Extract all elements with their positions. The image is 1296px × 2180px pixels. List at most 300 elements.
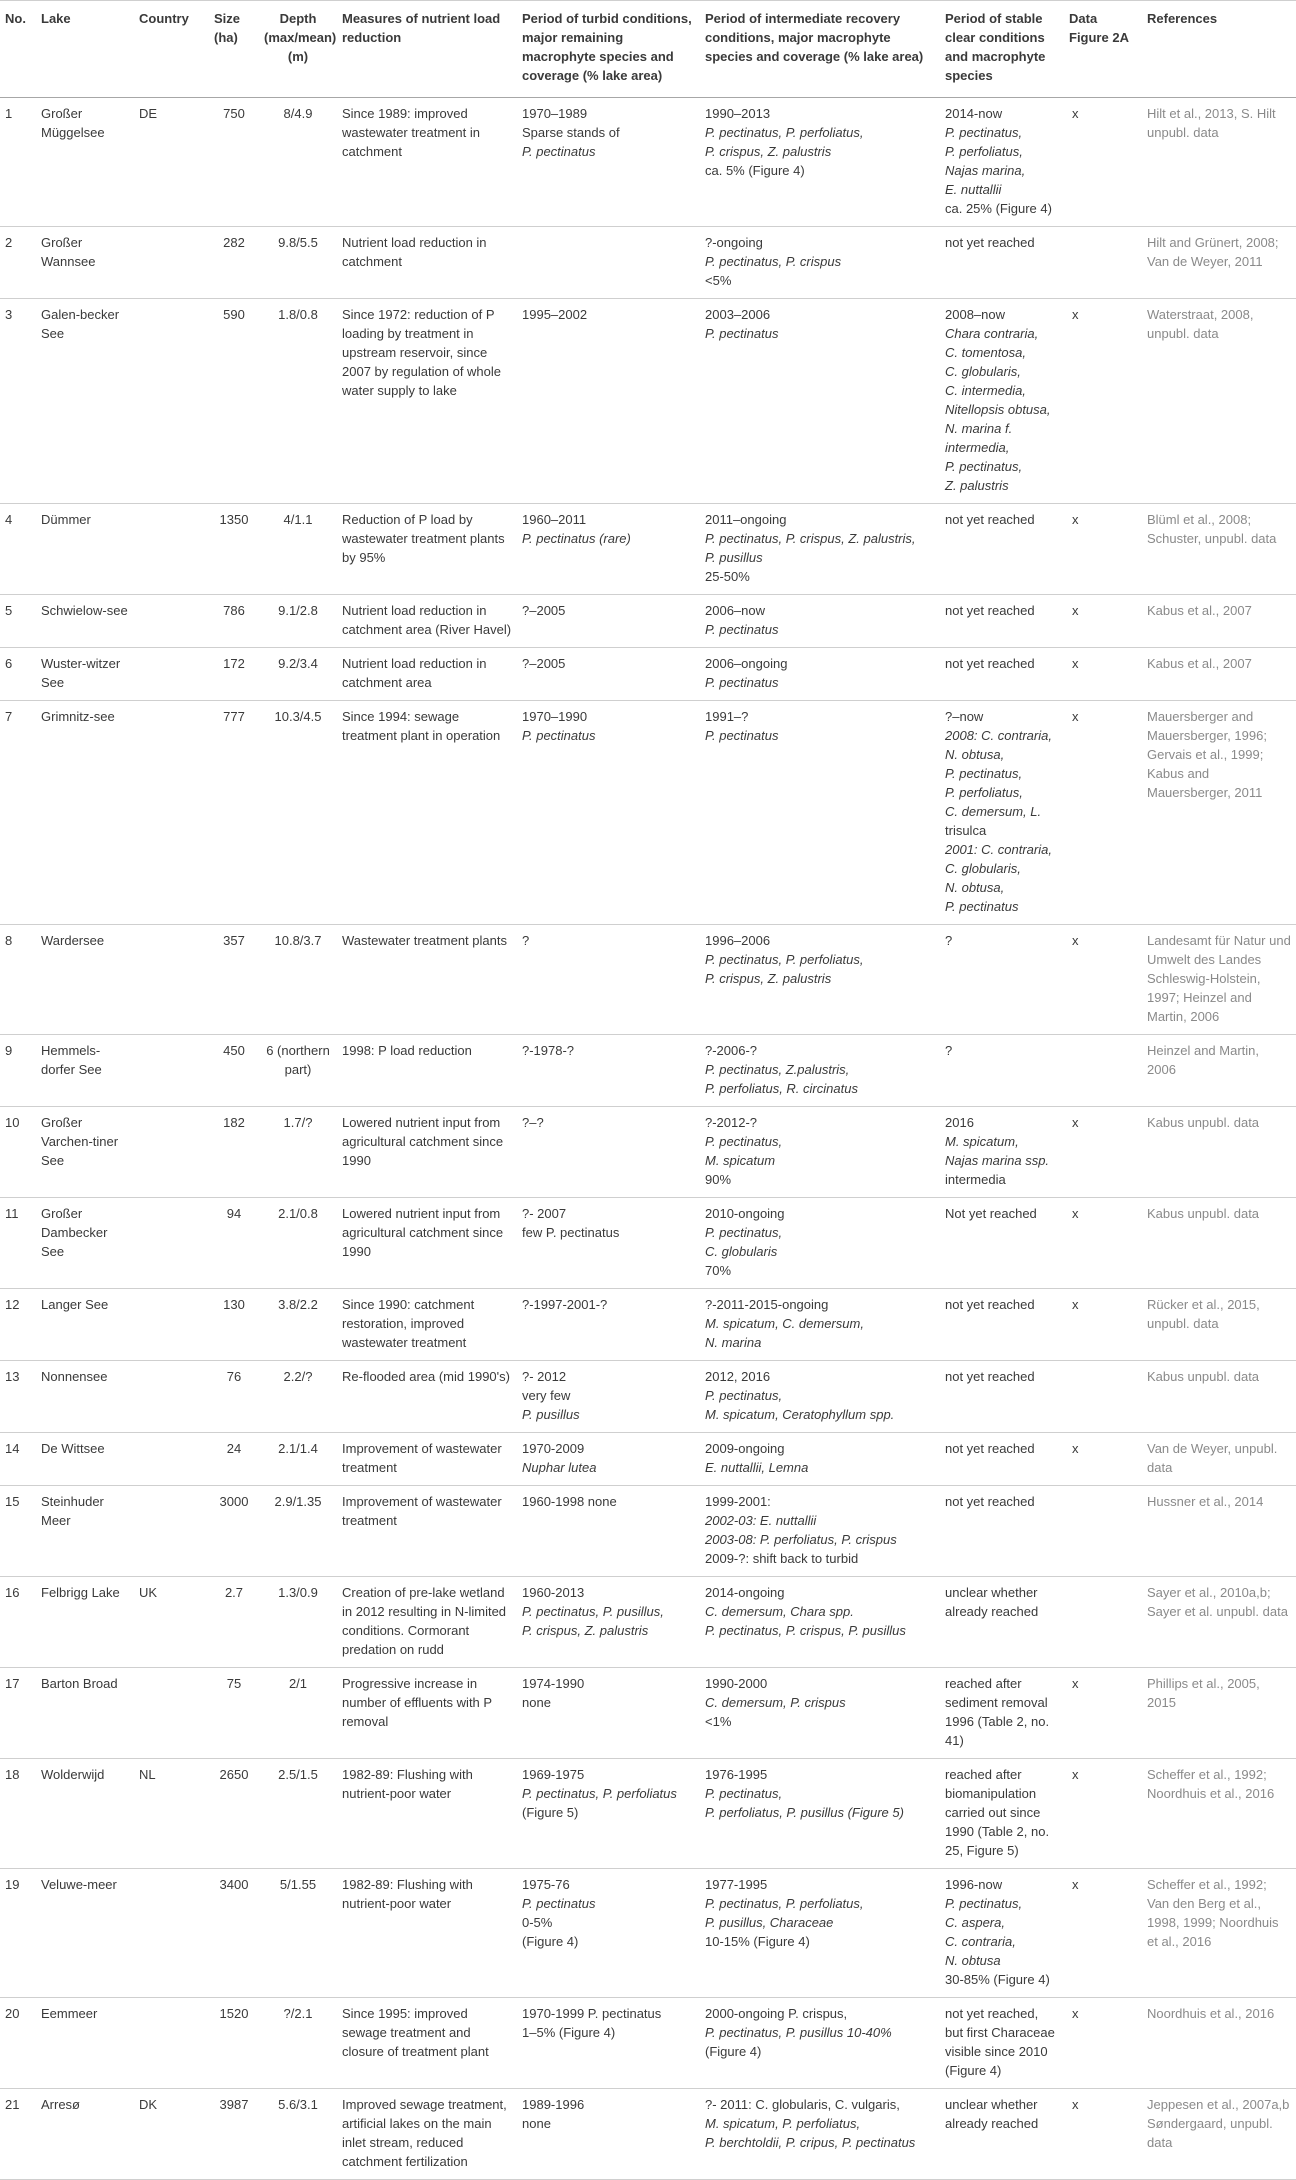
cell-line: 30-85% (Figure 4) <box>945 1972 1050 1987</box>
data-figure-mark: x <box>1064 701 1142 925</box>
country-code: NL <box>134 1759 209 1869</box>
lake-size: 282 <box>209 227 259 299</box>
recovery-period <box>700 2089 940 2180</box>
country-code <box>134 1998 209 2089</box>
references-text: Scheffer et al., 1992; Van den Berg et al., 1998, 1999; Noordhuis et al., 2016 <box>1142 1869 1296 1998</box>
cell-line: ?-1978-? <box>522 1043 575 1058</box>
table-body <box>0 98 1296 2180</box>
recovery-period <box>700 1668 940 1759</box>
lake-size: 3000 <box>209 1486 259 1577</box>
cell-line: ?-2011-2015-ongoing <box>705 1297 829 1312</box>
stable-period <box>940 299 1064 504</box>
country-code <box>134 227 209 299</box>
cell-line: P. pusillus <box>705 550 763 565</box>
row-number: 17 <box>0 1668 36 1759</box>
turbid-period <box>517 1668 700 1759</box>
turbid-period <box>517 1035 700 1107</box>
cell-line: 1996-now <box>945 1877 1003 1892</box>
cell-line: trisulca <box>945 823 987 838</box>
measures-text: Lowered nutrient input from agricultural catchment since 1990 <box>337 1107 517 1198</box>
lake-size: 450 <box>209 1035 259 1107</box>
row-number: 3 <box>0 299 36 504</box>
lake-depth: 2/1 <box>259 1668 337 1759</box>
cell-line: 1975-76 <box>522 1877 570 1892</box>
lake-name: Wardersee <box>36 925 134 1035</box>
references-text: Scheffer et al., 1992; Noordhuis et al., 2016 <box>1142 1759 1296 1869</box>
references-text: Van de Weyer, unpubl. data <box>1142 1433 1296 1486</box>
recovery-period <box>700 1486 940 1577</box>
measures-text: Since 1972: reduction of P loading by treatment in upstream reservoir, since 2007 by regulation of whole water supply to lake <box>337 299 517 504</box>
cell-line: P. pectinatus <box>705 326 779 341</box>
table-row <box>0 595 1296 648</box>
cell-line: N. marina f. <box>945 421 1013 436</box>
cell-line: not yet reached <box>945 656 1035 671</box>
cell-line: 2008–now <box>945 307 1005 322</box>
cell-line: Not yet reached <box>945 1206 1037 1221</box>
cell-line: 25-50% <box>705 569 750 584</box>
cell-line: ? <box>945 1043 953 1058</box>
cell-line: P. perfoliatus, <box>945 785 1023 800</box>
cell-line: 1990–2013 <box>705 106 771 121</box>
row-number: 16 <box>0 1577 36 1668</box>
header-country: Country <box>134 1 209 98</box>
cell-line: P. perfoliatus, R. circinatus <box>705 1081 858 1096</box>
country-code <box>134 1869 209 1998</box>
stable-period <box>940 1998 1064 2089</box>
country-code: DK <box>134 2089 209 2180</box>
cell-line: 2003–2006 <box>705 307 771 322</box>
country-code: UK <box>134 1577 209 1668</box>
turbid-period <box>517 1289 700 1361</box>
lake-size: 172 <box>209 648 259 701</box>
cell-line: 2010-ongoing <box>705 1206 785 1221</box>
data-figure-mark: x <box>1064 1759 1142 1869</box>
table-row <box>0 1577 1296 1668</box>
recovery-period <box>700 504 940 595</box>
table-row <box>0 227 1296 299</box>
cell-line: P. pusillus, Characeae <box>705 1915 834 1930</box>
data-figure-mark: x <box>1064 299 1142 504</box>
recovery-period <box>700 98 940 227</box>
cell-line: P. berchtoldii, P. cripus, P. pectinatus <box>705 2135 916 2150</box>
data-figure-mark: x <box>1064 504 1142 595</box>
data-figure-mark: x <box>1064 595 1142 648</box>
cell-line: P. pectinatus, <box>945 459 1023 474</box>
cell-line: ca. 5% (Figure 4) <box>705 163 805 178</box>
cell-line: 2003-08: P. perfoliatus, P. crispus <box>705 1532 897 1547</box>
table-row <box>0 1668 1296 1759</box>
cell-line: N. marina <box>705 1335 762 1350</box>
table-row <box>0 1759 1296 1869</box>
cell-line: 1989-1996 <box>522 2097 585 2112</box>
recovery-period <box>700 1035 940 1107</box>
cell-line: ?- 2007 <box>522 1206 567 1221</box>
row-number: 1 <box>0 98 36 227</box>
cell-line: P. perfoliatus, P. pusillus (Figure 5) <box>705 1805 904 1820</box>
cell-line: P. pectinatus, P. perfoliatus, <box>705 125 864 140</box>
cell-line: 70% <box>705 1263 732 1278</box>
country-code <box>134 504 209 595</box>
cell-line: 2006–ongoing <box>705 656 788 671</box>
lake-depth: 5/1.55 <box>259 1869 337 1998</box>
lake-depth: ?/2.1 <box>259 1998 337 2089</box>
cell-line: 1970–1990 <box>522 709 588 724</box>
cell-line: P. pectinatus, P. perfoliatus <box>522 1786 677 1801</box>
cell-line: (Figure 4) <box>705 2044 762 2059</box>
turbid-period <box>517 1361 700 1433</box>
lake-name: De Wittsee <box>36 1433 134 1486</box>
measures-text: Creation of pre-lake wetland in 2012 resulting in N-limited conditions. Cormorant predation on rudd <box>337 1577 517 1668</box>
country-code <box>134 925 209 1035</box>
data-figure-mark: x <box>1064 1869 1142 1998</box>
cell-line: P. pectinatus <box>522 144 596 159</box>
data-figure-mark <box>1064 1486 1142 1577</box>
cell-line: (Figure 4) <box>522 1934 579 1949</box>
cell-line: visible since 2010 <box>945 2044 1048 2059</box>
row-number: 7 <box>0 701 36 925</box>
lake-size: 75 <box>209 1668 259 1759</box>
data-figure-mark: x <box>1064 925 1142 1035</box>
data-figure-mark: x <box>1064 2089 1142 2180</box>
cell-line: P. pectinatus, P. crispus, Z. palustris, <box>705 531 916 546</box>
cell-line: P. pectinatus, <box>945 1896 1023 1911</box>
cell-line: not yet reached <box>945 1494 1035 1509</box>
measures-text: Nutrient load reduction in catchment area <box>337 648 517 701</box>
cell-line: ?-2012-? <box>705 1115 758 1130</box>
cell-line: Nuphar lutea <box>522 1460 597 1475</box>
recovery-period <box>700 1433 940 1486</box>
lake-size: 24 <box>209 1433 259 1486</box>
table-row <box>0 98 1296 227</box>
lake-depth: 9.1/2.8 <box>259 595 337 648</box>
cell-line: P. pectinatus, <box>705 1134 783 1149</box>
turbid-period <box>517 1998 700 2089</box>
row-number: 18 <box>0 1759 36 1869</box>
lake-name: Wolderwijd <box>36 1759 134 1869</box>
table-row <box>0 1998 1296 2089</box>
row-number: 10 <box>0 1107 36 1198</box>
lake-size: 357 <box>209 925 259 1035</box>
data-figure-mark: x <box>1064 648 1142 701</box>
country-code <box>134 1668 209 1759</box>
stable-period <box>940 1198 1064 1289</box>
recovery-period <box>700 925 940 1035</box>
cell-line: (Figure 4) <box>945 2063 1002 2078</box>
references-text: Phillips et al., 2005, 2015 <box>1142 1668 1296 1759</box>
cell-line: 1970–1989 <box>522 106 588 121</box>
data-figure-mark: x <box>1064 1998 1142 2089</box>
header-measures: Measures of nutrient load reduction <box>337 1 517 98</box>
references-text: Rücker et al., 2015, unpubl. data <box>1142 1289 1296 1361</box>
cell-line: P. pectinatus, <box>705 1786 783 1801</box>
references-text: Heinzel and Martin, 2006 <box>1142 1035 1296 1107</box>
cell-line: M. spicatum, Ceratophyllum spp. <box>705 1407 895 1422</box>
turbid-period <box>517 2089 700 2180</box>
cell-line: ? <box>522 933 530 948</box>
cell-line: C. aspera, <box>945 1915 1005 1930</box>
cell-line: <1% <box>705 1714 732 1729</box>
measures-text: Reduction of P load by wastewater treatment plants by 95% <box>337 504 517 595</box>
measures-text: Since 1990: catchment restoration, improved wastewater treatment <box>337 1289 517 1361</box>
cell-line: 2009-?: shift back to turbid <box>705 1551 859 1566</box>
cell-line: C. globularis <box>705 1244 778 1259</box>
cell-line: not yet reached <box>945 235 1035 250</box>
country-code <box>134 1361 209 1433</box>
country-code <box>134 1433 209 1486</box>
turbid-period <box>517 701 700 925</box>
cell-line: P. pectinatus, <box>705 1388 783 1403</box>
lake-depth: 2.5/1.5 <box>259 1759 337 1869</box>
stable-period <box>940 1035 1064 1107</box>
recovery-period <box>700 227 940 299</box>
measures-text: Re-flooded area (mid 1990's) <box>337 1361 517 1433</box>
turbid-period <box>517 504 700 595</box>
cell-line: very few <box>522 1388 571 1403</box>
recovery-period <box>700 1577 940 1668</box>
lake-name: Langer See <box>36 1289 134 1361</box>
cell-line: P. crispus, Z. palustris <box>705 144 832 159</box>
cell-line: P. pectinatus (rare) <box>522 531 631 546</box>
references-text: Blüml et al., 2008; Schuster, unpubl. data <box>1142 504 1296 595</box>
references-text: Kabus unpubl. data <box>1142 1361 1296 1433</box>
header-turbid: Period of turbid conditions, major remaining macrophyte species and coverage (% lake area) <box>517 1 700 98</box>
turbid-period <box>517 299 700 504</box>
lake-name: Großer Varchen-tiner See <box>36 1107 134 1198</box>
lake-size: 94 <box>209 1198 259 1289</box>
turbid-period <box>517 1486 700 1577</box>
cell-line: C. demersum, L. <box>945 804 1042 819</box>
data-figure-mark: x <box>1064 1198 1142 1289</box>
stable-period <box>940 701 1064 925</box>
stable-period <box>940 227 1064 299</box>
cell-line: ?-1997-2001-? <box>522 1297 608 1312</box>
lake-name: Veluwe-meer <box>36 1869 134 1998</box>
references-text: Kabus unpubl. data <box>1142 1107 1296 1198</box>
cell-line: P. pectinatus <box>945 899 1019 914</box>
stable-period <box>940 504 1064 595</box>
lake-name: Großer Wannsee <box>36 227 134 299</box>
country-code <box>134 1198 209 1289</box>
stable-period <box>940 1486 1064 1577</box>
cell-line: not yet reached <box>945 512 1035 527</box>
measures-text: 1998: P load reduction <box>337 1035 517 1107</box>
cell-line: P. pectinatus, P. crispus, P. pusillus <box>705 1623 906 1638</box>
cell-line: sediment removal <box>945 1695 1048 1710</box>
references-text: Hilt and Grünert, 2008; Van de Weyer, 2011 <box>1142 227 1296 299</box>
lake-depth: 10.8/3.7 <box>259 925 337 1035</box>
stable-period <box>940 1361 1064 1433</box>
stable-period <box>940 1869 1064 1998</box>
cell-line: P. pectinatus, P. pusillus 10-40% <box>705 2025 892 2040</box>
lake-name: Eemmeer <box>36 1998 134 2089</box>
table-row <box>0 299 1296 504</box>
cell-line: not yet reached <box>945 1441 1035 1456</box>
lake-size: 1520 <box>209 1998 259 2089</box>
lake-depth: 9.8/5.5 <box>259 227 337 299</box>
references-text: Hussner et al., 2014 <box>1142 1486 1296 1577</box>
cell-line: few P. pectinatus <box>522 1225 620 1240</box>
country-code <box>134 648 209 701</box>
cell-line: 2012, 2016 <box>705 1369 771 1384</box>
cell-line: Nitellopsis obtusa, <box>945 402 1051 417</box>
cell-line: 1990 (Table 2, no. <box>945 1824 1050 1839</box>
data-figure-mark <box>1064 1577 1142 1668</box>
cell-line: 2001: C. contraria, <box>945 842 1052 857</box>
cell-line: 2008: C. contraria, <box>945 728 1052 743</box>
cell-line: unclear whether <box>945 2097 1038 2112</box>
references-text: Kabus et al., 2007 <box>1142 648 1296 701</box>
references-text: Noordhuis et al., 2016 <box>1142 1998 1296 2089</box>
cell-line: 90% <box>705 1172 732 1187</box>
cell-line: not yet reached, <box>945 2006 1039 2021</box>
table-row <box>0 701 1296 925</box>
turbid-period <box>517 1433 700 1486</box>
cell-line: intermedia <box>945 1172 1006 1187</box>
stable-period <box>940 98 1064 227</box>
cell-line: 1991–? <box>705 709 749 724</box>
references-text: Landesamt für Natur und Umwelt des Landes Schleswig-Holstein, 1997; Heinzel and Martin, 2006 <box>1142 925 1296 1035</box>
lake-size: 786 <box>209 595 259 648</box>
cell-line: ?- 2011: C. globularis, C. vulgaris, <box>705 2097 900 2112</box>
lake-size: 3400 <box>209 1869 259 1998</box>
row-number: 11 <box>0 1198 36 1289</box>
cell-line: 2014-ongoing <box>705 1585 785 1600</box>
lake-depth: 8/4.9 <box>259 98 337 227</box>
lake-name: Galen-becker See <box>36 299 134 504</box>
references-text: Mauersberger and Mauersberger, 1996; Gervais et al., 1999; Kabus and Mauersberger, 2011 <box>1142 701 1296 925</box>
lake-size: 182 <box>209 1107 259 1198</box>
lake-name: Dümmer <box>36 504 134 595</box>
header-data: Data Figure 2A <box>1064 1 1142 98</box>
turbid-period <box>517 1577 700 1668</box>
cell-line: not yet reached <box>945 603 1035 618</box>
measures-text: Wastewater treatment plants <box>337 925 517 1035</box>
data-figure-mark <box>1064 1035 1142 1107</box>
lake-name: Wuster-witzer See <box>36 648 134 701</box>
cell-line: 1974-1990 <box>522 1676 585 1691</box>
cell-line: 2014-now <box>945 106 1003 121</box>
lake-depth: 2.1/1.4 <box>259 1433 337 1486</box>
data-figure-mark: x <box>1064 1433 1142 1486</box>
header-references: References <box>1142 1 1296 98</box>
cell-line: Z. palustris <box>945 478 1009 493</box>
row-number: 2 <box>0 227 36 299</box>
cell-line: none <box>522 2116 551 2131</box>
cell-line: N. obtusa, <box>945 880 1005 895</box>
row-number: 8 <box>0 925 36 1035</box>
recovery-period <box>700 1759 940 1869</box>
measures-text: Nutrient load reduction in catchment area (River Havel) <box>337 595 517 648</box>
table-row <box>0 1198 1296 1289</box>
country-code <box>134 1107 209 1198</box>
lake-depth: 4/1.1 <box>259 504 337 595</box>
lake-size: 2650 <box>209 1759 259 1869</box>
lake-depth: 2.1/0.8 <box>259 1198 337 1289</box>
cell-line: P. pectinatus <box>705 675 779 690</box>
measures-text: Since 1995: improved sewage treatment and closure of treatment plant <box>337 1998 517 2089</box>
lake-depth: 5.6/3.1 <box>259 2089 337 2180</box>
cell-line: 2016 <box>945 1115 974 1130</box>
cell-line: M. spicatum, C. demersum, <box>705 1316 864 1331</box>
cell-line: 1976-1995 <box>705 1767 768 1782</box>
lake-name: Nonnensee <box>36 1361 134 1433</box>
turbid-period <box>517 98 700 227</box>
row-number: 15 <box>0 1486 36 1577</box>
lake-depth: 3.8/2.2 <box>259 1289 337 1361</box>
lake-size: 777 <box>209 701 259 925</box>
stable-period <box>940 1577 1064 1668</box>
data-figure-mark: x <box>1064 1289 1142 1361</box>
measures-text: Improvement of wastewater treatment <box>337 1486 517 1577</box>
measures-text: Lowered nutrient input from agricultural catchment since 1990 <box>337 1198 517 1289</box>
country-code: DE <box>134 98 209 227</box>
stable-period <box>940 1289 1064 1361</box>
references-text: Jeppesen et al., 2007a,b Søndergaard, unpubl. data <box>1142 2089 1296 2180</box>
cell-line: already reached <box>945 1604 1039 1619</box>
lake-depth: 9.2/3.4 <box>259 648 337 701</box>
table-row <box>0 925 1296 1035</box>
cell-line: N. obtusa, <box>945 747 1005 762</box>
cell-line: 2011–ongoing <box>705 512 787 527</box>
lake-size: 76 <box>209 1361 259 1433</box>
recovery-period <box>700 299 940 504</box>
recovery-period <box>700 1198 940 1289</box>
lake-name: Hemmels-dorfer See <box>36 1035 134 1107</box>
references-text: Hilt et al., 2013, S. Hilt unpubl. data <box>1142 98 1296 227</box>
cell-line: P. pectinatus, P. pusillus, <box>522 1604 664 1619</box>
recovery-period <box>700 648 940 701</box>
turbid-period <box>517 1869 700 1998</box>
stable-period <box>940 1107 1064 1198</box>
row-number: 4 <box>0 504 36 595</box>
cell-line: 1960-2013 <box>522 1585 585 1600</box>
cell-line: C. globularis, <box>945 364 1021 379</box>
measures-text: Nutrient load reduction in catchment <box>337 227 517 299</box>
table-row <box>0 1361 1296 1433</box>
stable-period <box>940 595 1064 648</box>
cell-line: ?-ongoing <box>705 235 763 250</box>
turbid-period <box>517 227 700 299</box>
lake-size: 750 <box>209 98 259 227</box>
lake-name: Schwielow-see <box>36 595 134 648</box>
cell-line: Sparse stands of <box>522 125 620 140</box>
lake-depth: 10.3/4.5 <box>259 701 337 925</box>
row-number: 12 <box>0 1289 36 1361</box>
measures-text: Improvement of wastewater treatment <box>337 1433 517 1486</box>
lake-size: 2.7 <box>209 1577 259 1668</box>
cell-line: P. pectinatus, P. crispus <box>705 254 842 269</box>
measures-text: 1982-89: Flushing with nutrient-poor water <box>337 1759 517 1869</box>
references-text: Sayer et al., 2010a,b; Sayer et al. unpubl. data <box>1142 1577 1296 1668</box>
lake-depth: 6 (northern part) <box>259 1035 337 1107</box>
recovery-period <box>700 1998 940 2089</box>
table-row <box>0 1107 1296 1198</box>
recovery-period <box>700 1289 940 1361</box>
table-row <box>0 1869 1296 1998</box>
lake-size: 590 <box>209 299 259 504</box>
cell-line: reached after <box>945 1767 1022 1782</box>
cell-line: Najas marina, <box>945 163 1026 178</box>
table-row <box>0 1433 1296 1486</box>
measures-text: Since 1989: improved wastewater treatment in catchment <box>337 98 517 227</box>
recovery-period <box>700 1869 940 1998</box>
measures-text: 1982-89: Flushing with nutrient-poor water <box>337 1869 517 1998</box>
cell-line: ?- 2012 <box>522 1369 567 1384</box>
stable-period <box>940 1759 1064 1869</box>
cell-line: P. pectinatus, Z.palustris, <box>705 1062 850 1077</box>
cell-line: reached after <box>945 1676 1022 1691</box>
stable-period <box>940 2089 1064 2180</box>
